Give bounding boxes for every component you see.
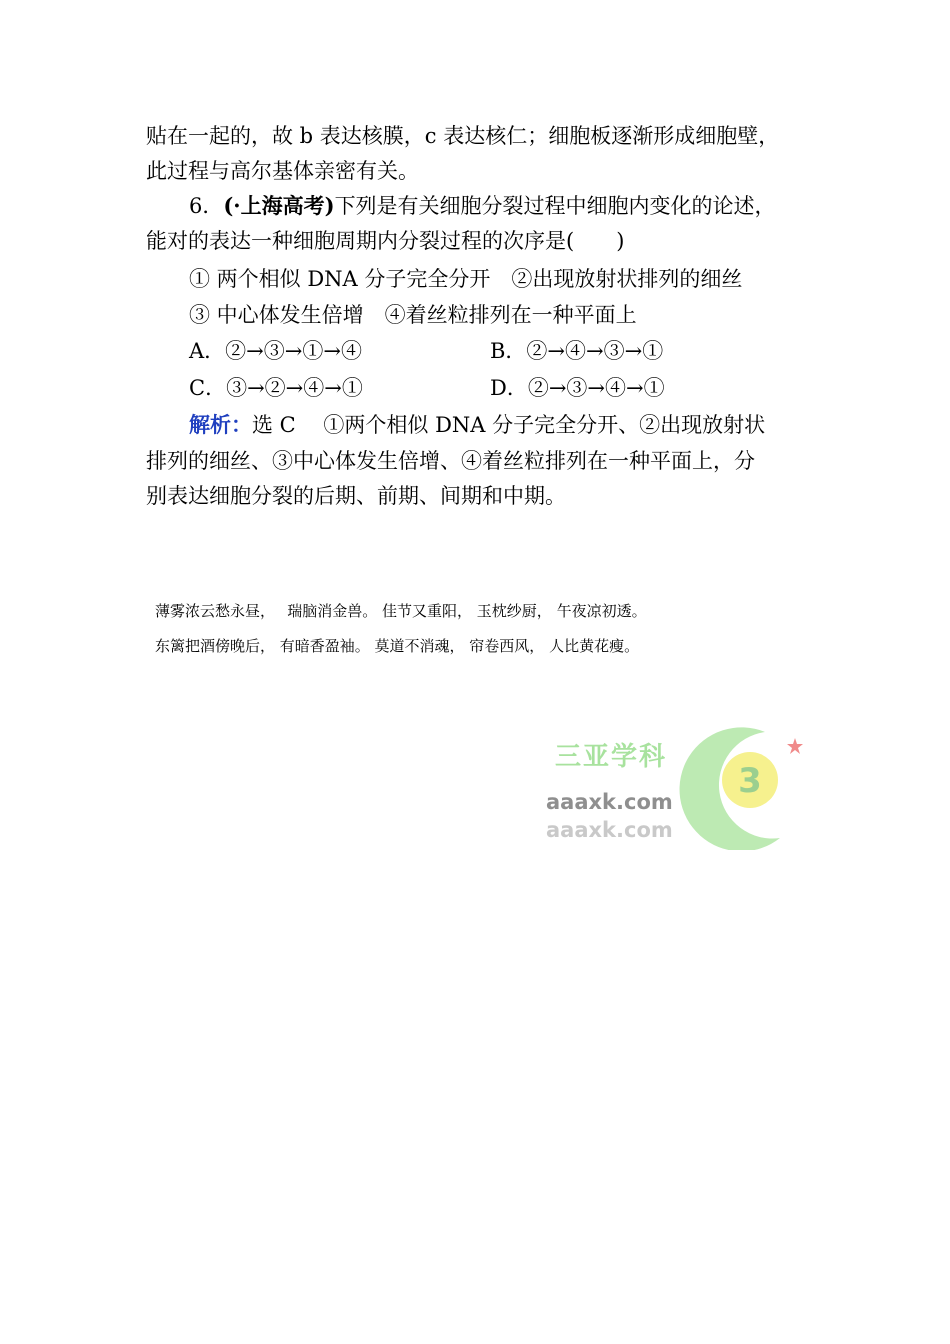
question-stem-line-1: 下列是有关细胞分裂过程中细胞内变化的论述， bbox=[334, 194, 776, 218]
prev-paragraph-line-1: 贴在一起的，故 b 表达核膜，c 表达核仁；细胞板逐渐形成细胞壁， bbox=[146, 124, 780, 148]
analysis-label: 解析： bbox=[189, 412, 252, 437]
analysis-text-1: 选 C ①两个相似 DNA 分子完全分开、②出现放射状 bbox=[252, 413, 766, 437]
poem-line-1: 薄雾浓云愁永昼， 瑞脑消金兽。 佳节又重阳， 玉枕纱厨， 午夜凉初透。 bbox=[155, 602, 647, 620]
question-items-line-2: ③ 中心体发生倍增 ④着丝粒排列在一种平面上 bbox=[189, 303, 637, 327]
option-c: C．③→②→④→① bbox=[189, 376, 363, 400]
prev-paragraph-line-2: 此过程与高尔基体亲密有关。 bbox=[146, 159, 419, 183]
watermark-logo bbox=[540, 720, 810, 850]
question-items-line-1: ① 两个相似 DNA 分子完全分开 ②出现放射状排列的细丝 bbox=[189, 267, 743, 291]
watermark-url-reflection: aaaxk.com bbox=[546, 818, 673, 842]
option-d: D．②→③→④→① bbox=[490, 376, 665, 400]
option-a: A．②→③→①→④ bbox=[189, 339, 362, 363]
option-b: B．②→④→③→① bbox=[490, 339, 664, 363]
logo-digit: 3 bbox=[738, 761, 762, 801]
analysis-line-3: 别表达细胞分裂的后期、前期、间期和中期。 bbox=[146, 484, 566, 508]
watermark-url: aaaxk.com bbox=[546, 790, 673, 814]
poem-line-2: 东篱把酒傍晚后， 有暗香盈袖。 莫道不消魂， 帘卷西风， 人比黄花瘦。 bbox=[155, 637, 640, 655]
question-source: (·上海高考) bbox=[223, 193, 335, 218]
question-6-stem bbox=[189, 191, 776, 221]
question-stem-line-2: 能对的表达一种细胞周期内分裂过程的次序是( ) bbox=[146, 229, 625, 253]
question-number: 6． bbox=[189, 194, 224, 218]
analysis-line-2: 排列的细丝、③中心体发生倍增、④着丝粒排列在一种平面上，分 bbox=[146, 449, 755, 473]
analysis-line-1 bbox=[189, 410, 765, 440]
watermark-cn-text: 三亚学科 bbox=[555, 742, 668, 772]
